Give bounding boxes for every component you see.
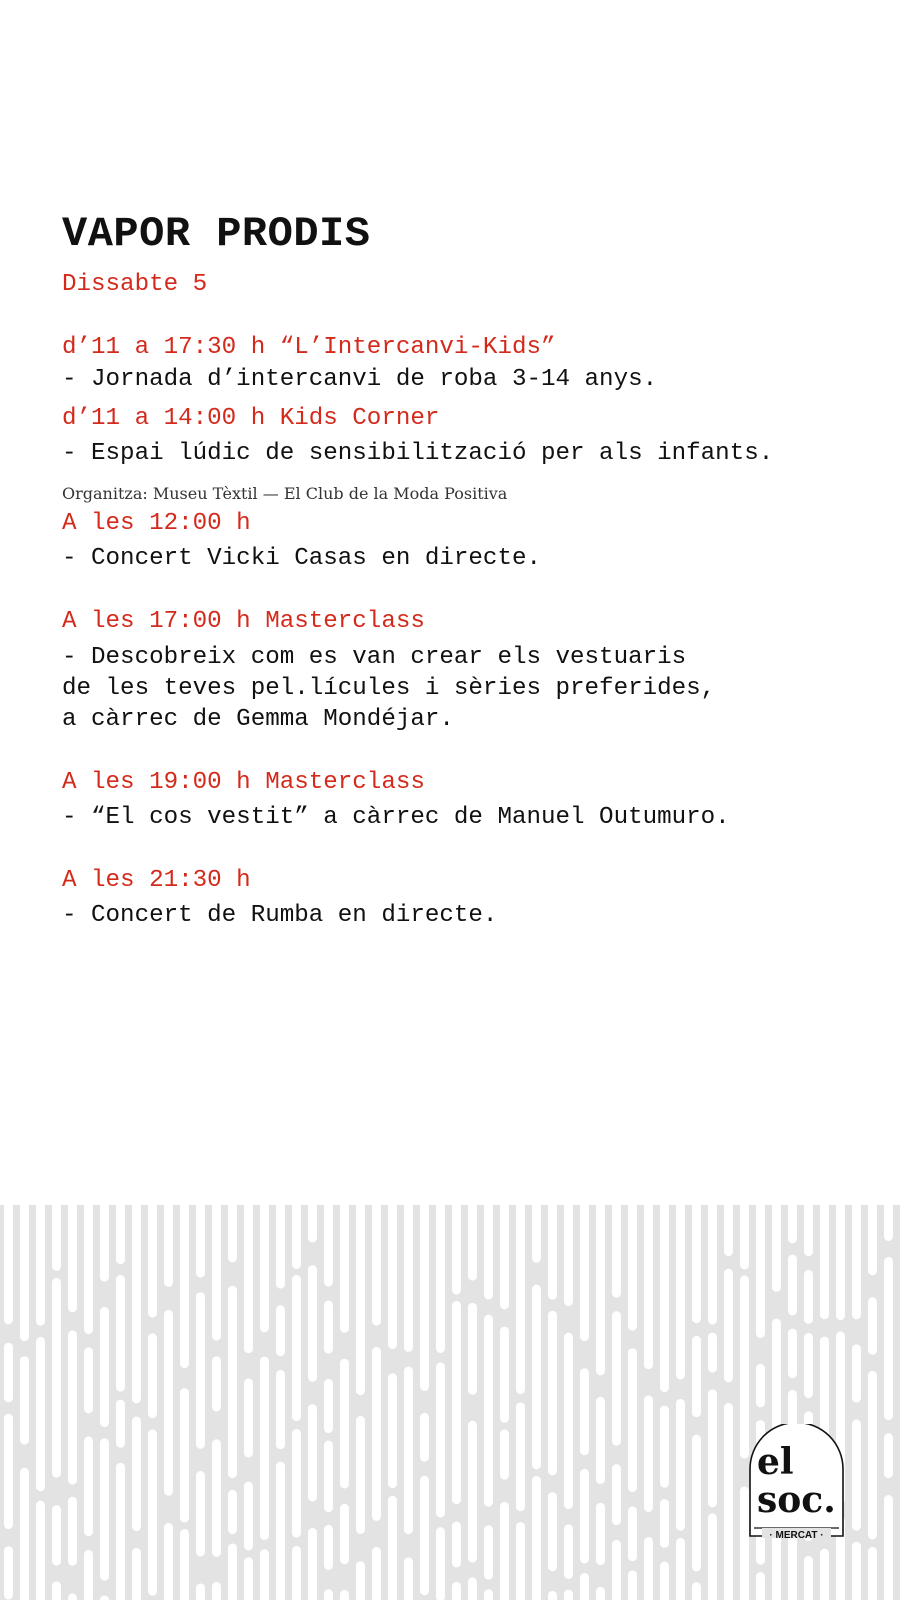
stripe [580,1368,589,1455]
stripe [820,1549,829,1600]
stripe [260,1357,269,1540]
stripe [308,1404,317,1501]
stripe [516,1205,525,1394]
stripe [676,1399,685,1531]
stripe [228,1490,237,1534]
stripe [4,1414,13,1529]
stripe [196,1583,205,1600]
stripe [596,1397,605,1484]
stripe [404,1205,413,1352]
stripe [660,1205,669,1392]
stripe [612,1205,621,1298]
stripe [868,1297,877,1355]
stripe [644,1205,653,1369]
stripe [324,1300,333,1353]
stripe [404,1557,413,1600]
stripe [196,1292,205,1449]
stripe [884,1205,893,1241]
stripe [644,1537,653,1600]
stripe [532,1285,541,1470]
stripe [564,1205,573,1306]
stripe [84,1205,93,1334]
stripe [532,1476,541,1600]
event-4-desc-line-1: - Descobreix com es van crear els vestuaris [62,644,687,671]
stripe [308,1528,317,1600]
stripe [212,1439,221,1557]
stripe [852,1542,861,1600]
stripe [4,1205,13,1324]
event-1-desc: - Jornada d’intercanvi de roba 3-14 anys. [62,366,658,393]
stripe [564,1524,573,1579]
stripe [372,1547,381,1600]
stripe [388,1373,397,1488]
stripe [452,1205,461,1295]
stripe-pattern-graphic [0,1205,900,1600]
stripe [660,1562,669,1600]
stripe [500,1327,509,1423]
stripe [788,1329,797,1379]
stripe [148,1333,157,1418]
stripe [340,1504,349,1564]
stripe [68,1205,77,1312]
event-5-time: A les 19:00 h Masterclass [62,769,425,796]
stripe [708,1205,717,1325]
stripe [836,1205,845,1320]
stripe [84,1347,93,1413]
stripe [724,1403,733,1600]
event-6-time: A les 21:30 h [62,867,251,894]
stripe [468,1577,477,1600]
event-6-desc: - Concert de Rumba en directe. [62,902,498,929]
el-soc-mercat-logo [748,1424,845,1538]
stripe [564,1590,573,1600]
stripe [436,1362,445,1517]
event-2-organizer-note: Organitza: Museu Tèxtil — El Club de la Moda Positiva [62,484,508,503]
stripe [68,1330,77,1484]
stripe [692,1582,701,1600]
stripe [564,1333,573,1509]
stripe [164,1205,173,1287]
stripe [196,1471,205,1556]
stripe [884,1433,893,1478]
event-2-time: d’11 a 14:00 h Kids Corner [62,405,440,432]
stripe [116,1400,125,1448]
stripe [372,1205,381,1326]
stripe [420,1205,429,1391]
stripe [100,1205,109,1282]
stripe [356,1561,365,1600]
stripe [644,1395,653,1511]
stripe [180,1529,189,1600]
stripe [788,1532,797,1600]
stripe [260,1549,269,1600]
stripe [596,1503,605,1565]
event-3-time: A les 12:00 h [62,510,251,537]
stripe [692,1205,701,1323]
stripe [340,1205,349,1333]
stripe [740,1205,749,1269]
stripe [84,1436,93,1536]
stripe [100,1438,109,1581]
stripe [276,1305,285,1356]
stripe [116,1463,125,1600]
stripe [116,1275,125,1392]
stripe [804,1556,813,1600]
logo-line-2: soc. [757,1479,836,1521]
stripe [340,1590,349,1600]
stripe [52,1581,61,1600]
stripe [260,1205,269,1332]
stripe [612,1464,621,1525]
stripe [484,1525,493,1579]
stripe [532,1205,541,1263]
event-date: Dissabte 5 [62,271,208,298]
stripe [756,1205,765,1338]
event-4-desc-line-2: de les teves pel.lícules i sèries preferides, [62,675,716,702]
stripe [356,1416,365,1534]
stripe [676,1205,685,1379]
stripe [4,1546,13,1599]
stripe [804,1270,813,1324]
stripe [180,1205,189,1368]
stripe [468,1303,477,1395]
stripe [276,1462,285,1600]
stripe [324,1589,333,1600]
stripe [596,1587,605,1600]
stripe [724,1269,733,1383]
stripe [20,1356,29,1444]
stripe [84,1550,93,1600]
stripe [68,1497,77,1566]
stripe [868,1205,877,1275]
event-4-desc-line-3: a càrrec de Gemma Mondéjar. [62,706,454,733]
stripe [516,1402,525,1511]
stripe [788,1205,797,1243]
stripe [420,1413,429,1462]
stripe [36,1337,45,1491]
stripe [548,1591,557,1600]
stripe [212,1205,221,1341]
stripe [324,1379,333,1433]
stripe [516,1522,525,1600]
stripe [596,1205,605,1375]
stripe [548,1492,557,1571]
stripe [660,1406,669,1488]
stripe [708,1389,717,1507]
stripe [676,1538,685,1600]
stripe [420,1476,429,1595]
stripe [244,1205,253,1353]
stripe [244,1482,253,1551]
stripe [196,1205,205,1278]
stripe [884,1257,893,1420]
stripe [132,1205,141,1403]
stripe [20,1205,29,1341]
stripe [244,1557,253,1600]
stripe [452,1301,461,1504]
page-title: VAPOR PRODIS [62,210,371,258]
stripe [484,1315,493,1507]
stripe [36,1205,45,1326]
stripe [772,1205,781,1292]
stripe [212,1356,221,1411]
stripe [788,1255,797,1316]
stripe [244,1378,253,1457]
stripe [228,1543,237,1600]
stripe [500,1502,509,1600]
stripe [292,1546,301,1600]
stripe [180,1388,189,1522]
stripe [580,1573,589,1600]
stripe [804,1333,813,1398]
stripe [436,1527,445,1600]
stripe [628,1205,637,1331]
stripe [292,1275,301,1421]
stripe [4,1343,13,1403]
stripe [148,1205,157,1318]
stripe [116,1205,125,1264]
event-5-desc: - “El cos vestit” a càrrec de Manuel Outumuro. [62,804,730,831]
stripe [52,1505,61,1566]
stripe [548,1311,557,1476]
stripe [404,1367,413,1535]
stripe [756,1572,765,1600]
stripe [52,1278,61,1478]
stripe [436,1205,445,1353]
stripe [628,1348,637,1492]
stripe [148,1429,157,1595]
stripe [452,1521,461,1567]
stripe [132,1548,141,1600]
stripe [612,1311,621,1446]
stripe [356,1205,365,1395]
stripe [52,1205,61,1271]
stripe [276,1370,285,1449]
stripe [324,1441,333,1513]
decorative-stripe-pattern [0,1205,900,1600]
stripe [132,1417,141,1532]
stripe [580,1205,589,1341]
stripe [100,1596,109,1600]
event-3-desc: - Concert Vicki Casas en directe. [62,545,541,572]
stripe [68,1593,77,1600]
stripe [708,1333,717,1373]
stripe [468,1205,477,1281]
stripe [660,1499,669,1548]
stripe [36,1501,45,1600]
stripe [452,1582,461,1600]
stripe [340,1359,349,1489]
stripe [868,1371,877,1540]
stripe [868,1547,877,1600]
stripe [484,1205,493,1300]
stripe [500,1429,509,1479]
stripe [276,1205,285,1289]
stripe [708,1513,717,1600]
stripe [756,1364,765,1407]
stripe [484,1589,493,1600]
logo-label: · MERCAT · [769,1530,824,1538]
stripe [468,1421,477,1563]
event-4-time: A les 17:00 h Masterclass [62,608,425,635]
stripe [100,1307,109,1427]
stripe [388,1205,397,1349]
stripe [852,1344,861,1402]
stripe [724,1205,733,1256]
stripe [212,1582,221,1600]
stripe [308,1205,317,1242]
stripe [372,1347,381,1521]
event-2-desc: - Espai lúdic de sensibilització per als infants. [62,440,774,467]
stripe [388,1496,397,1600]
stripe [548,1205,557,1300]
stripe [308,1265,317,1382]
stripe [324,1205,333,1287]
stripe [20,1468,29,1600]
stripe [612,1540,621,1600]
stripe [820,1205,829,1319]
stripe [292,1429,301,1538]
stripe [500,1205,509,1309]
stripe [628,1506,637,1561]
stripe [164,1310,173,1496]
stripe [228,1286,237,1478]
stripe [852,1419,861,1530]
stripe [852,1205,861,1319]
stripe [292,1205,301,1269]
logo-line-1: el [757,1441,794,1483]
stripe [324,1525,333,1570]
stripe [692,1336,701,1417]
stripe [580,1469,589,1564]
stripe [884,1495,893,1600]
stripe [228,1205,237,1262]
event-1-time: d’11 a 17:30 h “L’Intercanvi-Kids” [62,334,556,361]
stripe [164,1523,173,1600]
stripe [804,1205,813,1256]
stripe [692,1435,701,1572]
stripe [628,1570,637,1600]
